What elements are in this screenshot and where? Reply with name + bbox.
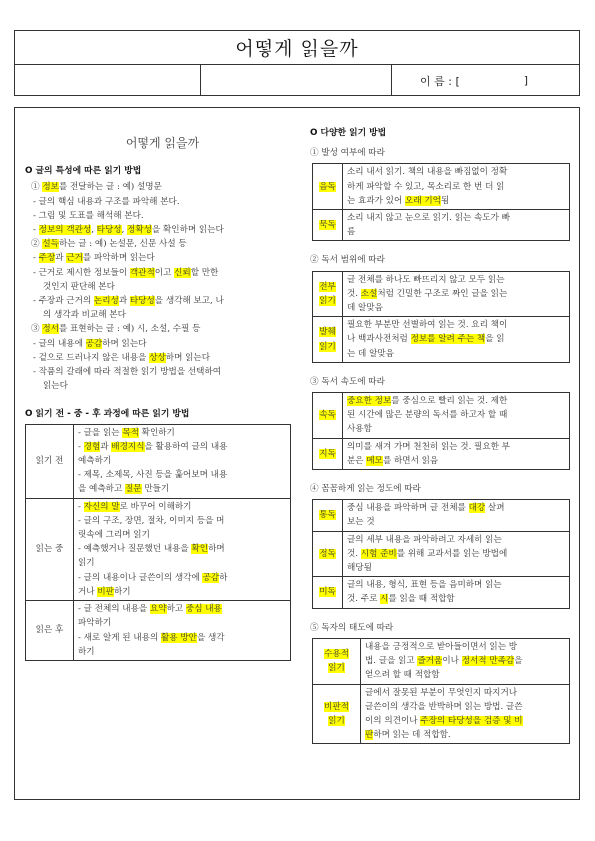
text-line xyxy=(78,631,286,645)
name-label: 이 름 : [ xyxy=(420,74,460,88)
text-run: 과 xyxy=(118,296,130,307)
text-line xyxy=(78,616,286,630)
highlighted-term: 활용 방안 xyxy=(160,632,197,643)
text-run: - xyxy=(78,441,84,452)
text-run: 을 예측하고 xyxy=(78,484,125,495)
highlighted-term: 정독 xyxy=(319,548,336,559)
text-run: - 제목, 소제목, 사진 등을 훑어보며 내용 xyxy=(78,470,228,481)
text-run: 하 xyxy=(219,572,228,583)
text-line xyxy=(347,547,565,561)
method-name xyxy=(313,164,343,210)
text-run: 이고 xyxy=(154,267,175,278)
text-run: 중심 내용을 파악하며 글 전체를 xyxy=(347,503,469,514)
highlighted-term: 시험 준비 xyxy=(360,548,397,559)
stage-label: 읽기 전 xyxy=(26,424,74,498)
highlighted-term: 통독 xyxy=(319,510,336,521)
text-line xyxy=(78,585,286,599)
highlighted-term: 중요한 정보 xyxy=(347,396,392,407)
text-line xyxy=(347,180,565,194)
highlighted-term: 즐거움 xyxy=(417,656,443,667)
method-description xyxy=(343,317,570,363)
text-run: 소리 내지 않고 눈으로 읽기. 읽는 속도가 빠 xyxy=(347,213,510,224)
text-line xyxy=(25,322,300,336)
header-info-row xyxy=(15,65,579,96)
text-run: - 새로 알게 된 내용의 xyxy=(78,632,161,643)
method-row xyxy=(313,164,570,210)
method-description xyxy=(361,684,570,744)
method-name xyxy=(313,271,343,317)
text-line xyxy=(365,654,565,668)
text-line xyxy=(347,578,565,592)
text-run: 해당됨 xyxy=(347,563,372,574)
text-run: - 주장과 근거의 xyxy=(33,296,94,307)
text-line xyxy=(347,211,565,225)
highlighted-term: 정서 xyxy=(42,324,59,335)
highlighted-term: 묵독 xyxy=(319,220,336,231)
method-row xyxy=(313,271,570,317)
method-description xyxy=(361,638,570,684)
method-description xyxy=(343,271,570,317)
text-run: 글 전체를 하나도 빠뜨리지 않고 모두 읽는 xyxy=(347,274,505,285)
stage-label: 읽는 중 xyxy=(26,498,74,600)
text-line xyxy=(347,440,565,454)
label-line xyxy=(313,547,342,561)
method-table xyxy=(312,499,570,608)
text-run: 의 생각과 비교해 본다 xyxy=(43,310,126,321)
text-run: 을 xyxy=(514,656,523,667)
text-line xyxy=(365,700,565,714)
name-bracket-close: ] xyxy=(523,74,529,87)
text-line xyxy=(347,501,565,515)
text-line xyxy=(347,225,565,239)
text-run: 만들기 xyxy=(141,484,170,495)
method-row xyxy=(313,393,570,439)
text-run: 데 알맞음 xyxy=(347,303,383,314)
text-line xyxy=(365,714,565,728)
text-line xyxy=(78,514,286,528)
highlighted-term: 오래 기억 xyxy=(405,195,441,206)
header-blank-cell-1 xyxy=(15,65,201,96)
highlighted-term: 근거 xyxy=(66,253,83,264)
text-run: - 겉으로 드러나지 않은 내용을 xyxy=(33,352,150,363)
method-table xyxy=(312,163,570,241)
highlighted-term: 설득 xyxy=(42,239,59,250)
text-line xyxy=(347,318,565,332)
label-line xyxy=(313,714,360,728)
method-description xyxy=(343,500,570,531)
text-line xyxy=(347,165,565,179)
text-line xyxy=(347,273,565,287)
text-run: - xyxy=(33,253,39,264)
text-run: - 예측했거나 질문했던 내용을 xyxy=(78,544,192,555)
method-name xyxy=(313,684,361,744)
method-name xyxy=(313,317,343,363)
method-row xyxy=(313,638,570,684)
text-run: 는 데 알맞음 xyxy=(347,348,394,359)
text-run: , xyxy=(91,225,97,236)
text-run: 릿속에 그리며 읽기 xyxy=(78,530,150,541)
text-line xyxy=(78,528,286,542)
text-run: 하기 xyxy=(78,646,95,657)
text-run: 하기 xyxy=(113,586,131,597)
reading-method-groups xyxy=(310,146,572,744)
text-line xyxy=(78,500,286,514)
highlighted-term: 전부 xyxy=(319,281,336,292)
text-line xyxy=(25,266,300,280)
right-column xyxy=(310,126,572,756)
label-line xyxy=(313,180,342,194)
text-line xyxy=(25,195,300,209)
method-description xyxy=(343,393,570,439)
text-run: 하며 읽는다 xyxy=(165,352,211,363)
text-run: 사용함 xyxy=(347,424,372,435)
text-line xyxy=(25,337,300,351)
text-run: 글의 내용, 형식, 표현 등을 음미하며 읽는 xyxy=(347,580,502,591)
method-name xyxy=(313,577,343,608)
method-group-title: ③ 독서 속도에 따라 xyxy=(310,376,385,387)
stage-methods xyxy=(74,424,291,498)
text-run: 를 위해 교과서를 읽는 방법에 xyxy=(396,548,508,559)
highlighted-term: 경험 xyxy=(83,441,101,452)
text-run: 를 중심으로 빨리 읽는 것. 제한 xyxy=(391,396,508,407)
text-run: 글의 세부 내용을 파악하려고 자세히 읽는 xyxy=(347,534,502,545)
highlighted-term: 확인 xyxy=(191,544,209,555)
text-run: 파악하기 xyxy=(78,618,112,629)
highlighted-term: 정확성 xyxy=(127,225,152,236)
text-run: 거나 xyxy=(78,586,98,597)
text-run: 할 만한 xyxy=(190,267,219,278)
text-line xyxy=(25,251,300,265)
text-run: 름 xyxy=(347,227,356,238)
text-run: 는 효과가 있어 xyxy=(347,195,406,206)
method-group-title: ④ 꼼꼼하게 읽는 정도에 따라 xyxy=(310,484,421,495)
highlighted-term: 소설 xyxy=(360,288,378,299)
left-column xyxy=(25,126,300,661)
text-line xyxy=(347,194,565,208)
text-run: 내용을 긍정적으로 받아들이면서 읽는 방 xyxy=(365,641,518,652)
label-line xyxy=(313,408,342,422)
text-run: - 근거로 제시한 정보들이 xyxy=(33,267,130,278)
text-line xyxy=(25,180,300,194)
text-line xyxy=(347,533,565,547)
text-line xyxy=(78,571,286,585)
text-run: 글에서 잘못된 부분이 무엇인지 따지거나 xyxy=(365,687,518,698)
text-line xyxy=(25,209,300,223)
text-line xyxy=(347,287,565,301)
text-run: 이나 xyxy=(442,656,462,667)
text-run: ① xyxy=(31,182,43,193)
text-run: 읽기 xyxy=(78,558,95,569)
highlighted-term: 판 xyxy=(365,730,374,741)
highlighted-term: 주장의 타당성을 검증 및 비 xyxy=(420,715,523,726)
highlighted-term: 읽기 xyxy=(328,715,345,726)
highlighted-term: 자신의 말 xyxy=(83,501,120,512)
highlighted-term: 타당성 xyxy=(129,296,155,307)
section-heading-reading-stages: O 읽기 전 - 중 - 후 과정에 따른 읽기 방법 xyxy=(25,409,190,420)
highlighted-term: 시 xyxy=(380,594,389,605)
text-run: - 작품의 갈래에 따라 적절한 읽기 방법을 선택하여 xyxy=(33,367,222,378)
text-run: 하며 읽는다 xyxy=(102,338,147,349)
method-name xyxy=(313,210,343,241)
method-name xyxy=(313,638,361,684)
highlighted-term: 주장 xyxy=(38,253,56,264)
worksheet-header xyxy=(14,30,580,96)
text-line xyxy=(365,640,565,654)
text-run: 것. xyxy=(347,288,361,299)
method-row xyxy=(313,317,570,363)
text-run: - 그림 및 도표를 해석해 본다. xyxy=(33,210,144,221)
method-row xyxy=(313,500,570,531)
method-name xyxy=(313,500,343,531)
highlighted-term: 읽기 xyxy=(319,341,336,352)
label-line xyxy=(313,218,342,232)
stage-row xyxy=(26,498,291,600)
highlighted-term: 비판적 xyxy=(324,701,349,712)
text-run: 를 파악하며 읽는다 xyxy=(82,253,155,264)
text-run: - 글의 구조, 장면, 절차, 이미지 등을 머 xyxy=(78,515,225,526)
highlighted-term: 대강 xyxy=(468,503,486,514)
highlighted-term: 정보를 알려 주는 책 xyxy=(410,334,486,345)
label-line xyxy=(313,294,342,308)
text-run: 처럼 긴밀한 구조로 짜인 글을 읽는 xyxy=(377,288,508,299)
text-line xyxy=(347,561,565,575)
text-line xyxy=(78,556,286,570)
text-run: 보는 것 xyxy=(347,517,375,528)
text-run: - xyxy=(33,225,39,236)
section-heading-text-types: O 글의 특성에 따른 읽기 방법 xyxy=(25,166,142,177)
label-line xyxy=(313,585,342,599)
text-run: - 글의 내용이나 글쓴이의 생각에 xyxy=(78,572,203,583)
method-table xyxy=(312,638,570,744)
highlighted-term: 상상 xyxy=(149,352,166,363)
text-run: 이의 의견이나 xyxy=(365,715,421,726)
text-line xyxy=(347,301,565,315)
highlighted-term: 목적 xyxy=(122,427,139,438)
highlighted-term: 요약 xyxy=(149,604,167,615)
highlighted-term: 메모 xyxy=(366,455,383,466)
text-run: 과 xyxy=(55,253,67,264)
text-run: ② xyxy=(31,239,43,250)
text-run: 법. 글을 읽고 xyxy=(365,656,418,667)
method-table xyxy=(312,392,570,470)
method-name xyxy=(313,531,343,577)
text-line xyxy=(25,379,300,393)
text-run: - 글의 핵심 내용과 구조를 파악해 본다. xyxy=(33,196,180,207)
text-run: - 글을 읽는 xyxy=(78,427,123,438)
method-group-title: ① 발성 여부에 따라 xyxy=(310,148,385,159)
stage-label: 읽은 후 xyxy=(26,601,74,661)
method-row xyxy=(313,577,570,608)
label-line xyxy=(313,647,360,661)
label-line xyxy=(313,280,342,294)
label-line xyxy=(313,447,342,461)
stage-methods xyxy=(74,601,291,661)
highlighted-term: 정보의 객관성 xyxy=(38,225,92,236)
text-run: 나 백과사전처럼 xyxy=(347,334,411,345)
highlighted-term: 타당성 xyxy=(96,225,122,236)
text-run: 하고 xyxy=(166,604,186,615)
highlighted-term: 배경지식 xyxy=(111,441,145,452)
text-line xyxy=(347,347,565,361)
text-run: 을 생각해 보고, 나 xyxy=(154,296,224,307)
text-line xyxy=(365,668,565,682)
highlighted-term: 공감 xyxy=(85,338,103,349)
highlighted-term: 속독 xyxy=(319,410,336,421)
text-line xyxy=(78,542,286,556)
header-blank-cell-2 xyxy=(201,65,392,96)
text-run: 하며 읽는 데 적합함. xyxy=(373,730,451,741)
text-run: 를 하면서 읽음 xyxy=(382,455,439,466)
highlighted-term: 객관적 xyxy=(129,267,155,278)
method-row xyxy=(313,210,570,241)
method-row xyxy=(313,684,570,744)
text-run: 을 생각 xyxy=(196,632,225,643)
text-run: 을 활용하여 글의 내용 xyxy=(144,441,228,452)
text-run: 얻으려 할 때 적합함 xyxy=(365,670,440,681)
label-line xyxy=(313,700,360,714)
text-run: 예측하기 xyxy=(78,456,112,467)
text-run: 분은 xyxy=(347,455,367,466)
text-line xyxy=(78,482,286,496)
text-line xyxy=(25,365,300,379)
label-line xyxy=(313,508,342,522)
text-line xyxy=(78,426,286,440)
text-line xyxy=(25,237,300,251)
method-description xyxy=(343,438,570,469)
label-line xyxy=(313,340,342,354)
highlighted-term: 질문 xyxy=(124,484,142,495)
text-run: 필요한 부분만 선별하여 읽는 것. 요리 책이 xyxy=(347,320,508,331)
text-run: 된 시간에 많은 분량의 독서를 하고자 할 때 xyxy=(347,410,508,421)
student-name-field[interactable] xyxy=(392,65,579,96)
text-line xyxy=(78,440,286,454)
text-run: - xyxy=(78,501,84,512)
text-line xyxy=(365,686,565,700)
highlighted-term: 음독 xyxy=(319,181,336,192)
method-table xyxy=(312,271,570,363)
method-group-title: ⑤ 독자의 태도에 따라 xyxy=(310,622,394,633)
highlighted-term: 비판 xyxy=(97,586,114,597)
text-line xyxy=(25,294,300,308)
content-area xyxy=(14,107,580,800)
label-line xyxy=(313,325,342,339)
text-line xyxy=(78,468,286,482)
text-line xyxy=(347,454,565,468)
method-name xyxy=(313,393,343,439)
text-run: ③ xyxy=(31,324,43,335)
text-run: 을 확인하며 읽는다 xyxy=(151,225,224,236)
text-run: 것. xyxy=(347,548,361,559)
highlighted-term: 논리성 xyxy=(93,296,119,307)
method-group-title: ② 독서 범위에 따라 xyxy=(310,255,385,266)
highlighted-term: 신뢰 xyxy=(174,267,191,278)
reading-stages-table xyxy=(25,424,291,661)
text-line xyxy=(365,728,565,742)
stage-row xyxy=(26,424,291,498)
label-line xyxy=(313,661,360,675)
text-type-methods xyxy=(25,180,300,393)
text-run: 읽는다 xyxy=(43,381,68,392)
method-description xyxy=(343,531,570,577)
text-run: 의미를 새겨 가며 천천히 읽는 것. 필요한 부 xyxy=(347,441,510,452)
text-run: - 글의 내용에 xyxy=(33,338,86,349)
text-run: - 글 전체의 내용을 xyxy=(78,604,150,615)
text-run: 소리 내서 읽기. 책의 내용을 빠짐없이 정확 xyxy=(347,167,508,178)
stage-row xyxy=(26,601,291,661)
text-line xyxy=(347,592,565,606)
text-line xyxy=(78,602,286,616)
text-line xyxy=(25,351,300,365)
section-heading-reading-methods: O 다양한 읽기 방법 xyxy=(310,128,387,138)
text-line xyxy=(347,515,565,529)
text-line xyxy=(347,332,565,346)
text-run: 하는 글 : 예) 논설문, 신문 사설 등 xyxy=(58,239,187,250)
text-line xyxy=(347,408,565,422)
worksheet-title: 어떻게 읽을까 xyxy=(15,31,579,65)
text-run: 하게 파악할 수 있고, 목소리로 한 번 더 읽 xyxy=(347,181,505,192)
text-run: 것. 주로 xyxy=(347,594,381,605)
text-line xyxy=(25,223,300,237)
text-run: 를 전달하는 글 : 예) 설명문 xyxy=(58,182,162,193)
text-run: 를 표현하는 글 : 예) 시, 소설, 수필 등 xyxy=(58,324,201,335)
text-run: 를 읽을 때 적합함 xyxy=(388,594,455,605)
text-run: 됨 xyxy=(440,195,450,206)
text-line xyxy=(78,454,286,468)
text-line xyxy=(347,394,565,408)
text-run: 살펴 xyxy=(485,503,505,514)
text-run: , xyxy=(121,225,128,236)
method-description xyxy=(343,210,570,241)
text-line xyxy=(347,422,565,436)
method-name xyxy=(313,438,343,469)
method-row xyxy=(313,438,570,469)
text-run: 확인하기 xyxy=(138,427,175,438)
highlighted-term: 읽기 xyxy=(319,295,336,306)
highlighted-term: 수용적 xyxy=(324,648,349,659)
highlighted-term: 읽기 xyxy=(328,663,345,674)
text-run: 것인지 판단해 본다 xyxy=(43,281,115,292)
text-run: 로 바꾸어 이해하기 xyxy=(119,501,192,512)
highlighted-term: 발췌 xyxy=(319,327,336,338)
highlighted-term: 지독 xyxy=(319,448,336,459)
method-description xyxy=(343,164,570,210)
highlighted-term: 정서적 만족감 xyxy=(461,656,515,667)
text-run: 글쓴이의 생각을 반박하며 읽는 방법. 글쓴 xyxy=(365,701,523,712)
stage-methods xyxy=(74,498,291,600)
text-line xyxy=(25,308,300,322)
method-description xyxy=(343,577,570,608)
text-run: 하며 xyxy=(208,544,225,555)
method-row xyxy=(313,531,570,577)
text-line xyxy=(25,280,300,294)
text-run: 을 읽 xyxy=(485,334,505,345)
doc-title: 어떻게 읽을까 xyxy=(125,136,200,150)
highlighted-term: 미독 xyxy=(319,587,336,598)
text-run: 과 xyxy=(100,441,112,452)
highlighted-term: 중심 내용 xyxy=(185,604,222,615)
text-line xyxy=(78,645,286,659)
highlighted-term: 정보 xyxy=(42,182,59,193)
highlighted-term: 공감 xyxy=(202,572,220,583)
